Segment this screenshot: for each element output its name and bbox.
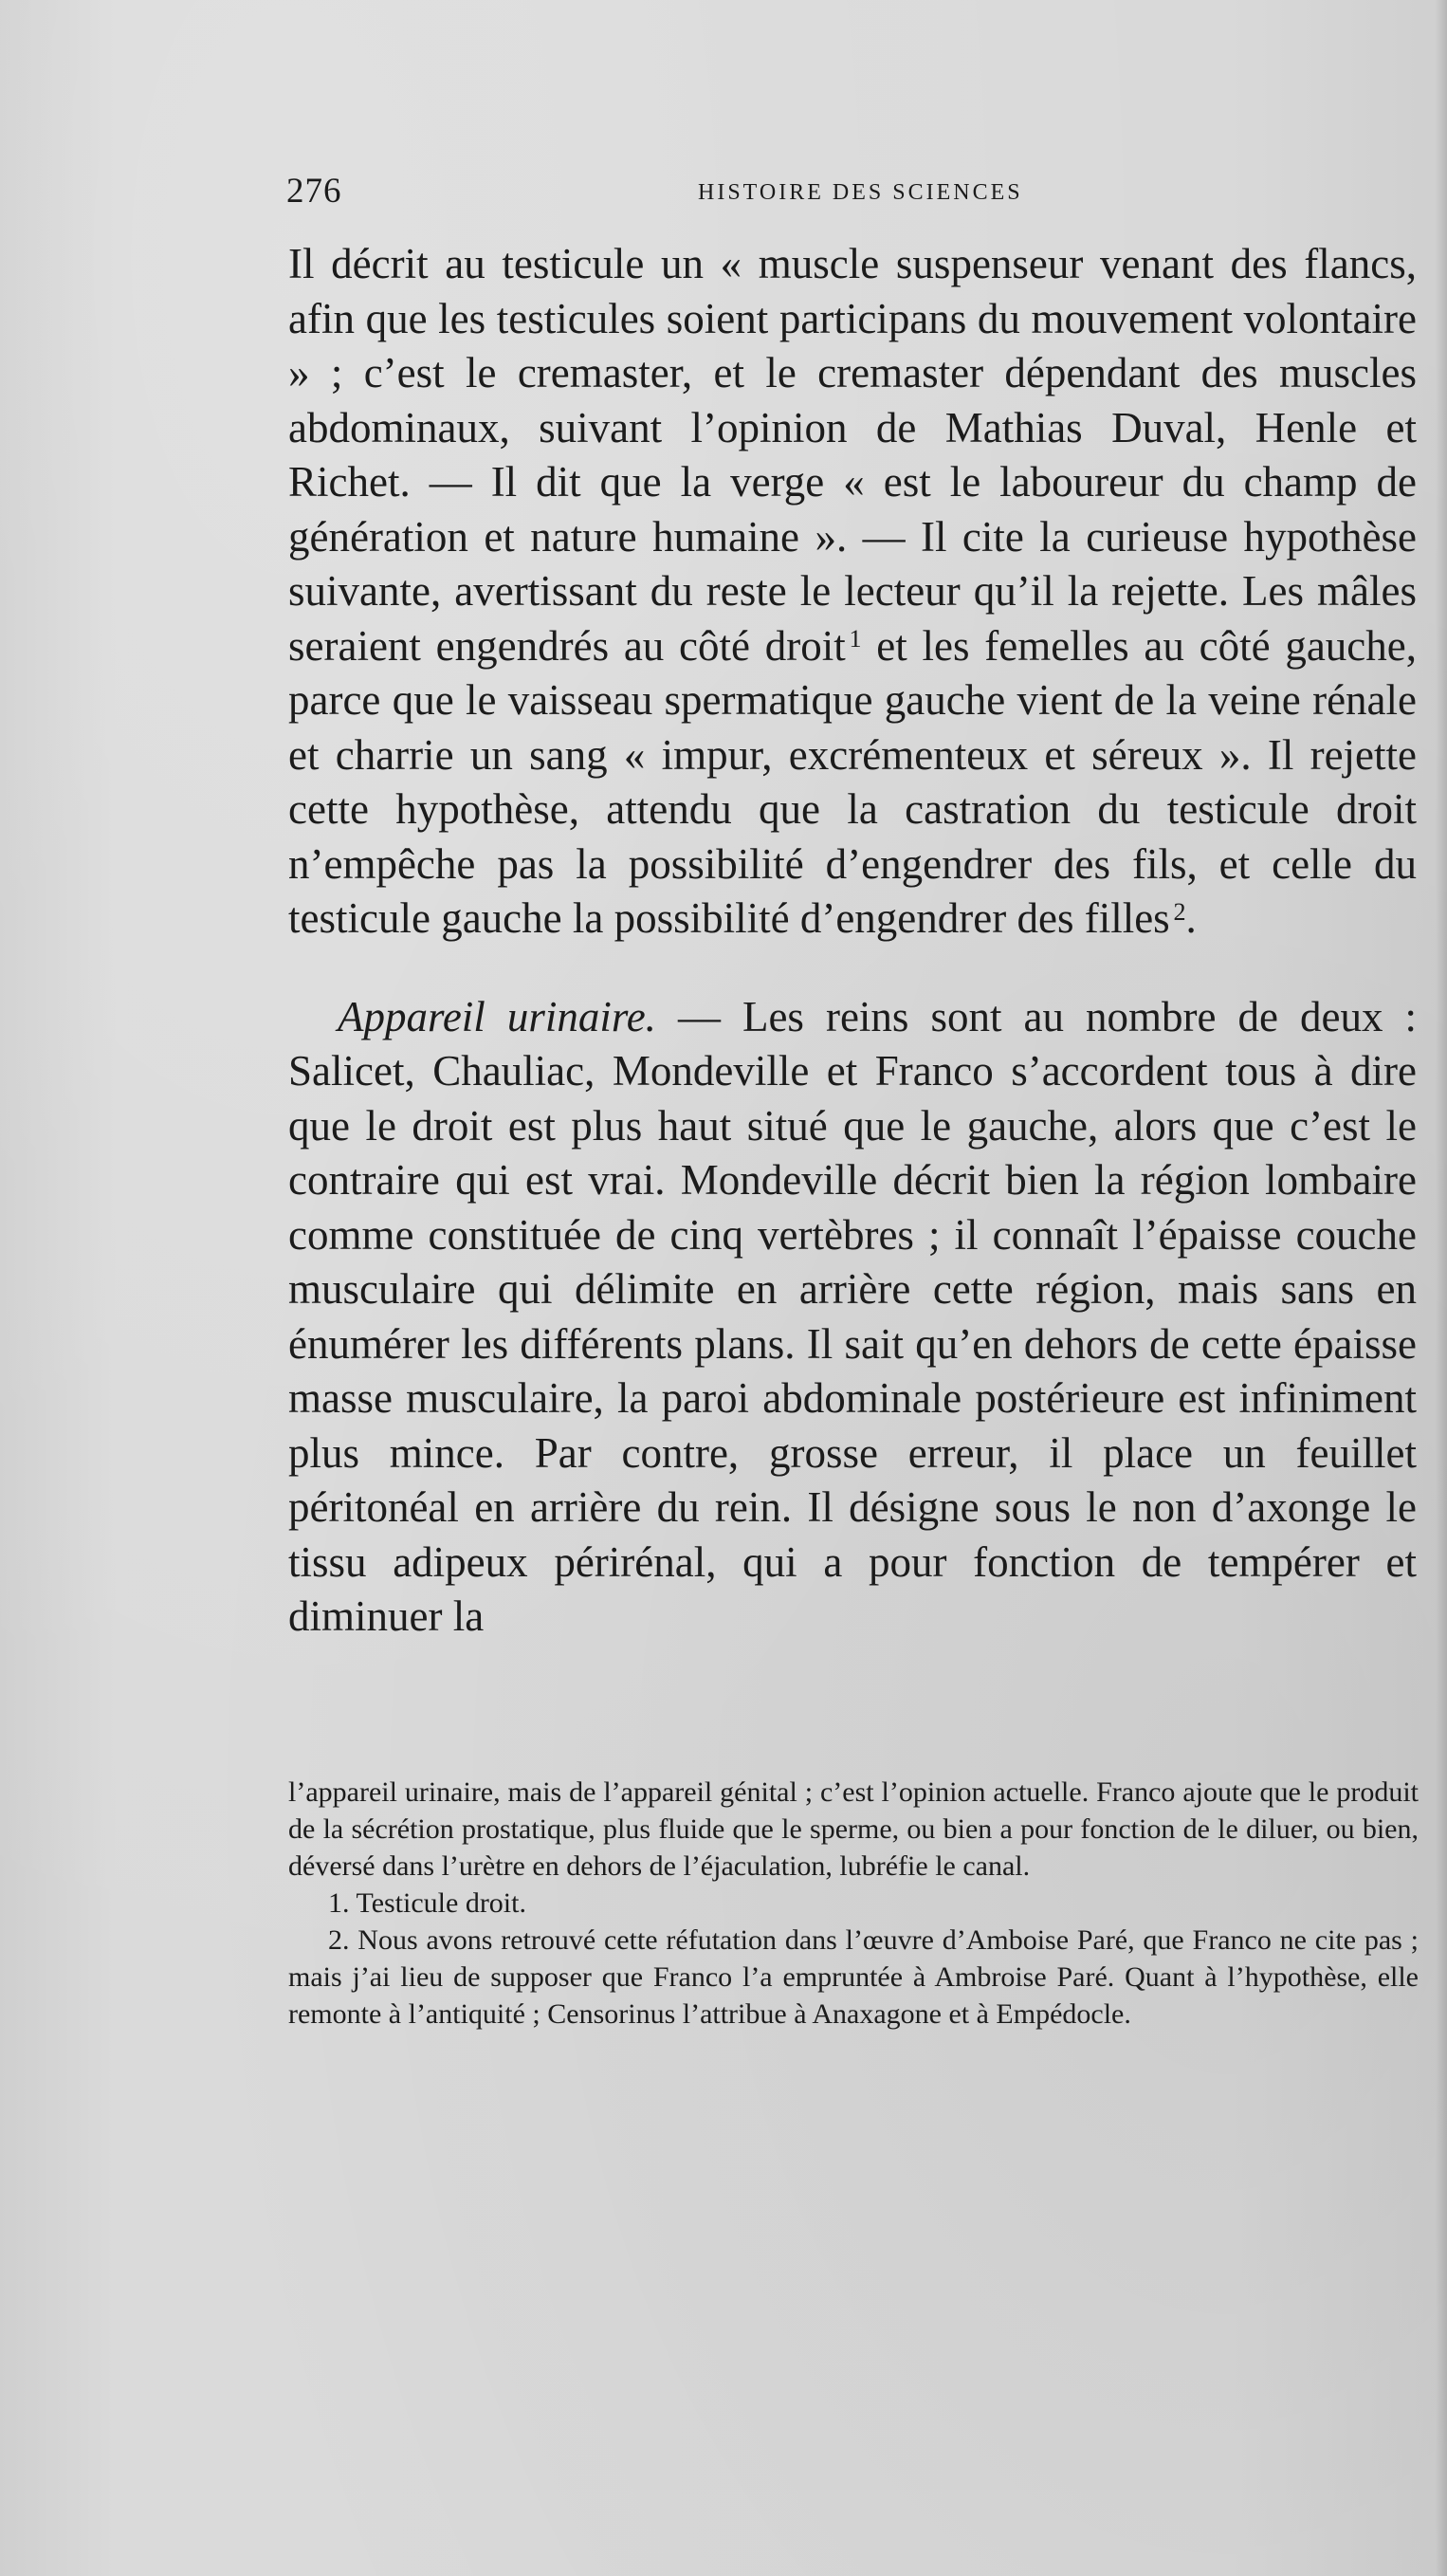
page-edge-shadow [1436,0,1447,2576]
footnotes [288,1774,1419,2033]
paragraph-text: — Les reins sont au nombre de deux : Salicet, Chauliac, Mondeville et Franco s’accordent tous à dire que le droit est plus haut situé que le gauche, alors que c’est le contraire qui est vrai. Mondeville décrit bien la région lombaire comme constituée de cinq vertèbres ; il connaît l’épaisse couche musculaire qui délimite en arrière cette région, mais sans en énumérer les différents plans. Il sait qu’en dehors de cette épaisse masse musculaire, la paroi abdominale postérieure est infiniment plus mince. Par contre, grosse erreur, il place un feuillet péritonéal en arrière du rein. Il désigne sous le non d’axonge le tissu adipeux périrénal, qui a pour fonction de tempérer et diminuer la [288,992,1418,1640]
paragraph-text: Il décrit au testicule un « muscle suspenseur venant des flancs, afin que les testicules soient participans du mouvement volontaire » ; c’est le cremaster, et le cremaster dépendant des muscles abdominaux, suivant l’opinion de Mathias Duval, Henle et Richet. — Il dit que la verge « est le laboureur du champ de génération et nature humaine ». — Il cite la curieuse hypothèse suivante, avertissant du reste le lecteur qu’il la rejette. Les mâles seraient engendrés au côté droit [288,240,1417,670]
paragraph-reproductive [288,237,1417,947]
page-header [286,171,1413,218]
paragraph-text: et les femelles au côté gauche, parce que le vaisseau spermatique gauche vient de la veine rénale et charrie un sang « impur, excrémenteux et séreux ». Il rejette cette hypothèse, attendu que la castration du testicule droit n’empêche pas la possibilité d’engendrer des fils, et celle du testicule gauche la possibilité d’engendrer des filles [288,621,1417,942]
footnote-ref-1: 1 [849,625,862,653]
paragraph-urinary [288,990,1417,1645]
footnote-1: 1. Testicule droit. [328,1887,526,1919]
section-heading: Appareil urinaire. [338,992,656,1040]
running-title: HISTOIRE DES SCIENCES [698,180,1023,205]
page-number: 276 [286,172,342,211]
paragraph-text: . [1185,894,1197,942]
footnote-continuation: l’appareil urinaire, mais de l’appareil génital ; c’est l’opinion actuelle. Franco ajoute que le produit de la sécrétion prostatique, plus fluide que le sperme, ou bien a pour fonction de le diluer, ou bien, déversé dans l’urètre en dehors de l’éjaculation, lubréfie le canal. [288,1776,1419,1882]
main-text [288,237,1417,1645]
footnote-ref-2: 2 [1173,897,1186,926]
footnote-2: 2. Nous avons retrouvé cette réfutation dans l’œuvre d’Amboise Paré, que Franco ne cite pas ; mais j’ai lieu de supposer que Franco l’a empruntée à Ambroise Paré. Quant à l’hypothèse, elle remonte à l’antiquité ; Censorinus l’attribue à Anaxagone et à Empédocle. [288,1924,1419,2030]
